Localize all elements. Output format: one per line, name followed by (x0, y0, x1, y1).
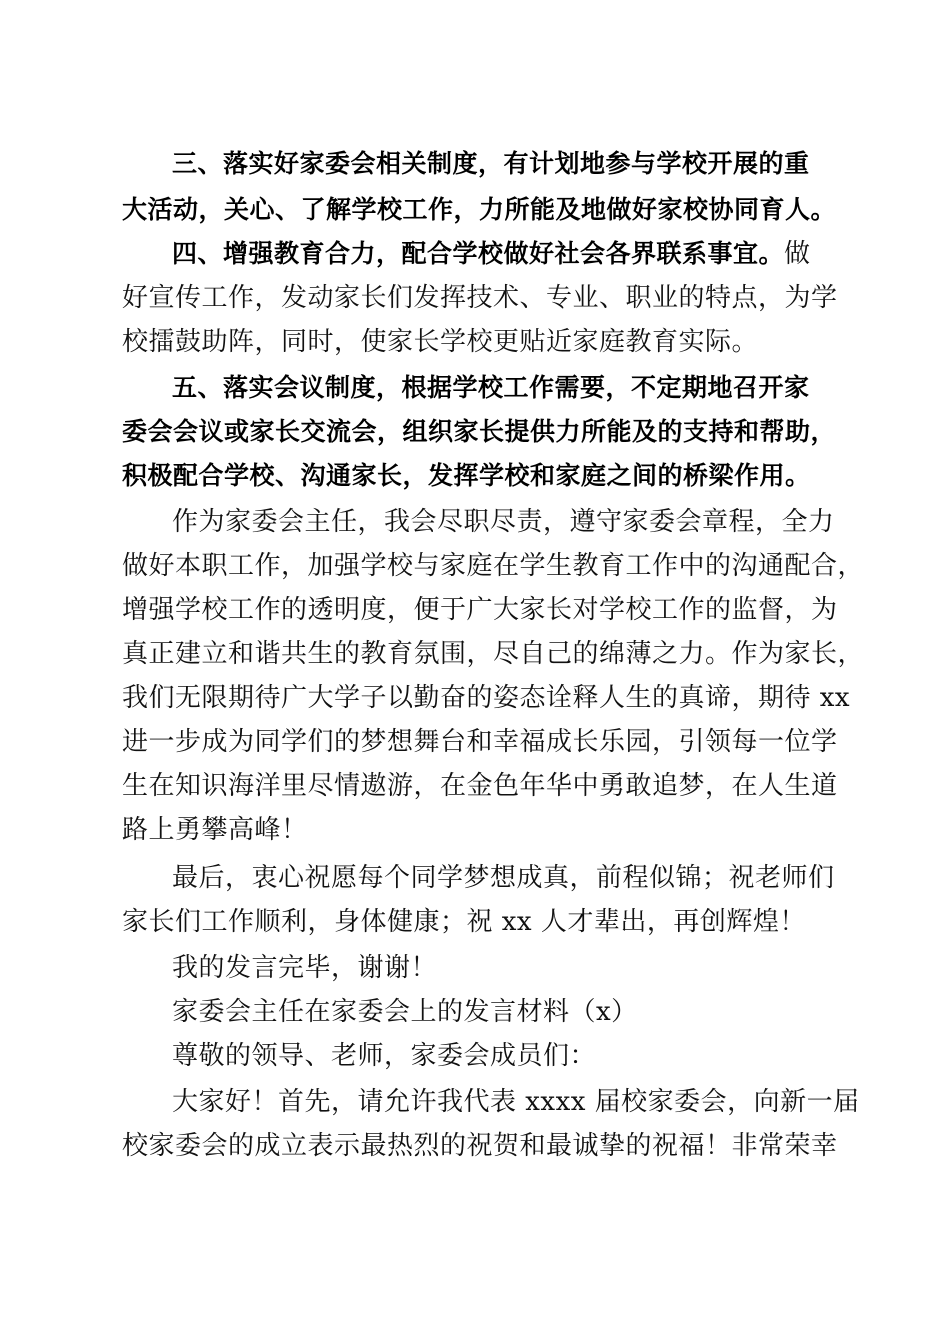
section-five-heading-line-2: 委会会议或家长交流会，组织家长提供力所能及的支持和帮助， (122, 417, 837, 446)
paragraph-commitment-line-8: 路上勇攀高峰！ (122, 815, 308, 845)
paragraph-commitment-line-5: 我们无限期待广大学子以勤奋的姿态诠释人生的真谛，期待 xx (122, 683, 851, 713)
paragraph-commitment-line-1: 作为家委会主任，我会尽职尽责，遵守家委会章程，全力 (172, 507, 835, 537)
section-four-continuation: 做 (784, 239, 811, 269)
paragraph-greeting-line-1: 大家好！首先，请允许我代表 xxxx 届校家委会，向新一届 (172, 1087, 860, 1117)
section-five-heading-line-3: 积极配合学校、沟通家长，发挥学校和家庭之间的桥梁作用。 (122, 461, 811, 490)
paragraph-greeting-line-2: 校家委会的成立表示最热烈的祝贺和最诚挚的祝福！非常荣幸 (122, 1131, 838, 1161)
paragraph-commitment-line-3: 增强学校工作的透明度，便于广大家长对学校工作的监督，为 (122, 595, 838, 625)
paragraph-wishes-line-1: 最后，衷心祝愿每个同学梦想成真，前程似锦；祝老师们 (172, 863, 835, 893)
section-title: 家委会主任在家委会上的发言材料（x） (172, 997, 638, 1027)
section-four-line-2: 好宣传工作，发动家长们发挥技术、专业、职业的特点，为学 (122, 283, 838, 313)
salutation: 尊敬的领导、老师，家委会成员们： (172, 1041, 597, 1071)
section-four-line-1 (172, 232, 811, 276)
section-four-heading: 四、增强教育合力，配合学校做好社会各界联系事宜。 (172, 239, 785, 268)
section-three-heading-line-2: 大活动，关心、了解学校工作，力所能及地做好家校协同育人。 (122, 195, 837, 224)
paragraph-commitment-line-4: 真正建立和谐共生的教育氛围，尽自己的绵薄之力。作为家长， (122, 639, 865, 669)
section-four-line-3: 校擂鼓助阵，同时，使家长学校更贴近家庭教育实际。 (122, 327, 759, 357)
paragraph-wishes-line-2: 家长们工作顺利，身体健康；祝 xx 人才辈出，再创辉煌！ (122, 907, 806, 937)
paragraph-commitment-line-7: 生在知识海洋里尽情遨游，在金色年华中勇敢追梦，在人生道 (122, 771, 838, 801)
section-three-heading-line-1: 三、落实好家委会相关制度，有计划地参与学校开展的重 (172, 149, 810, 178)
closing-line: 我的发言完毕，谢谢！ (172, 953, 438, 983)
paragraph-commitment-line-2: 做好本职工作，加强学校与家庭在学生教育工作中的沟通配合， (122, 551, 865, 581)
section-five-heading-line-1: 五、落实会议制度，根据学校工作需要，不定期地召开家 (172, 373, 810, 402)
paragraph-commitment-line-6: 进一步成为同学们的梦想舞台和幸福成长乐园，引领每一位学 (122, 727, 838, 757)
